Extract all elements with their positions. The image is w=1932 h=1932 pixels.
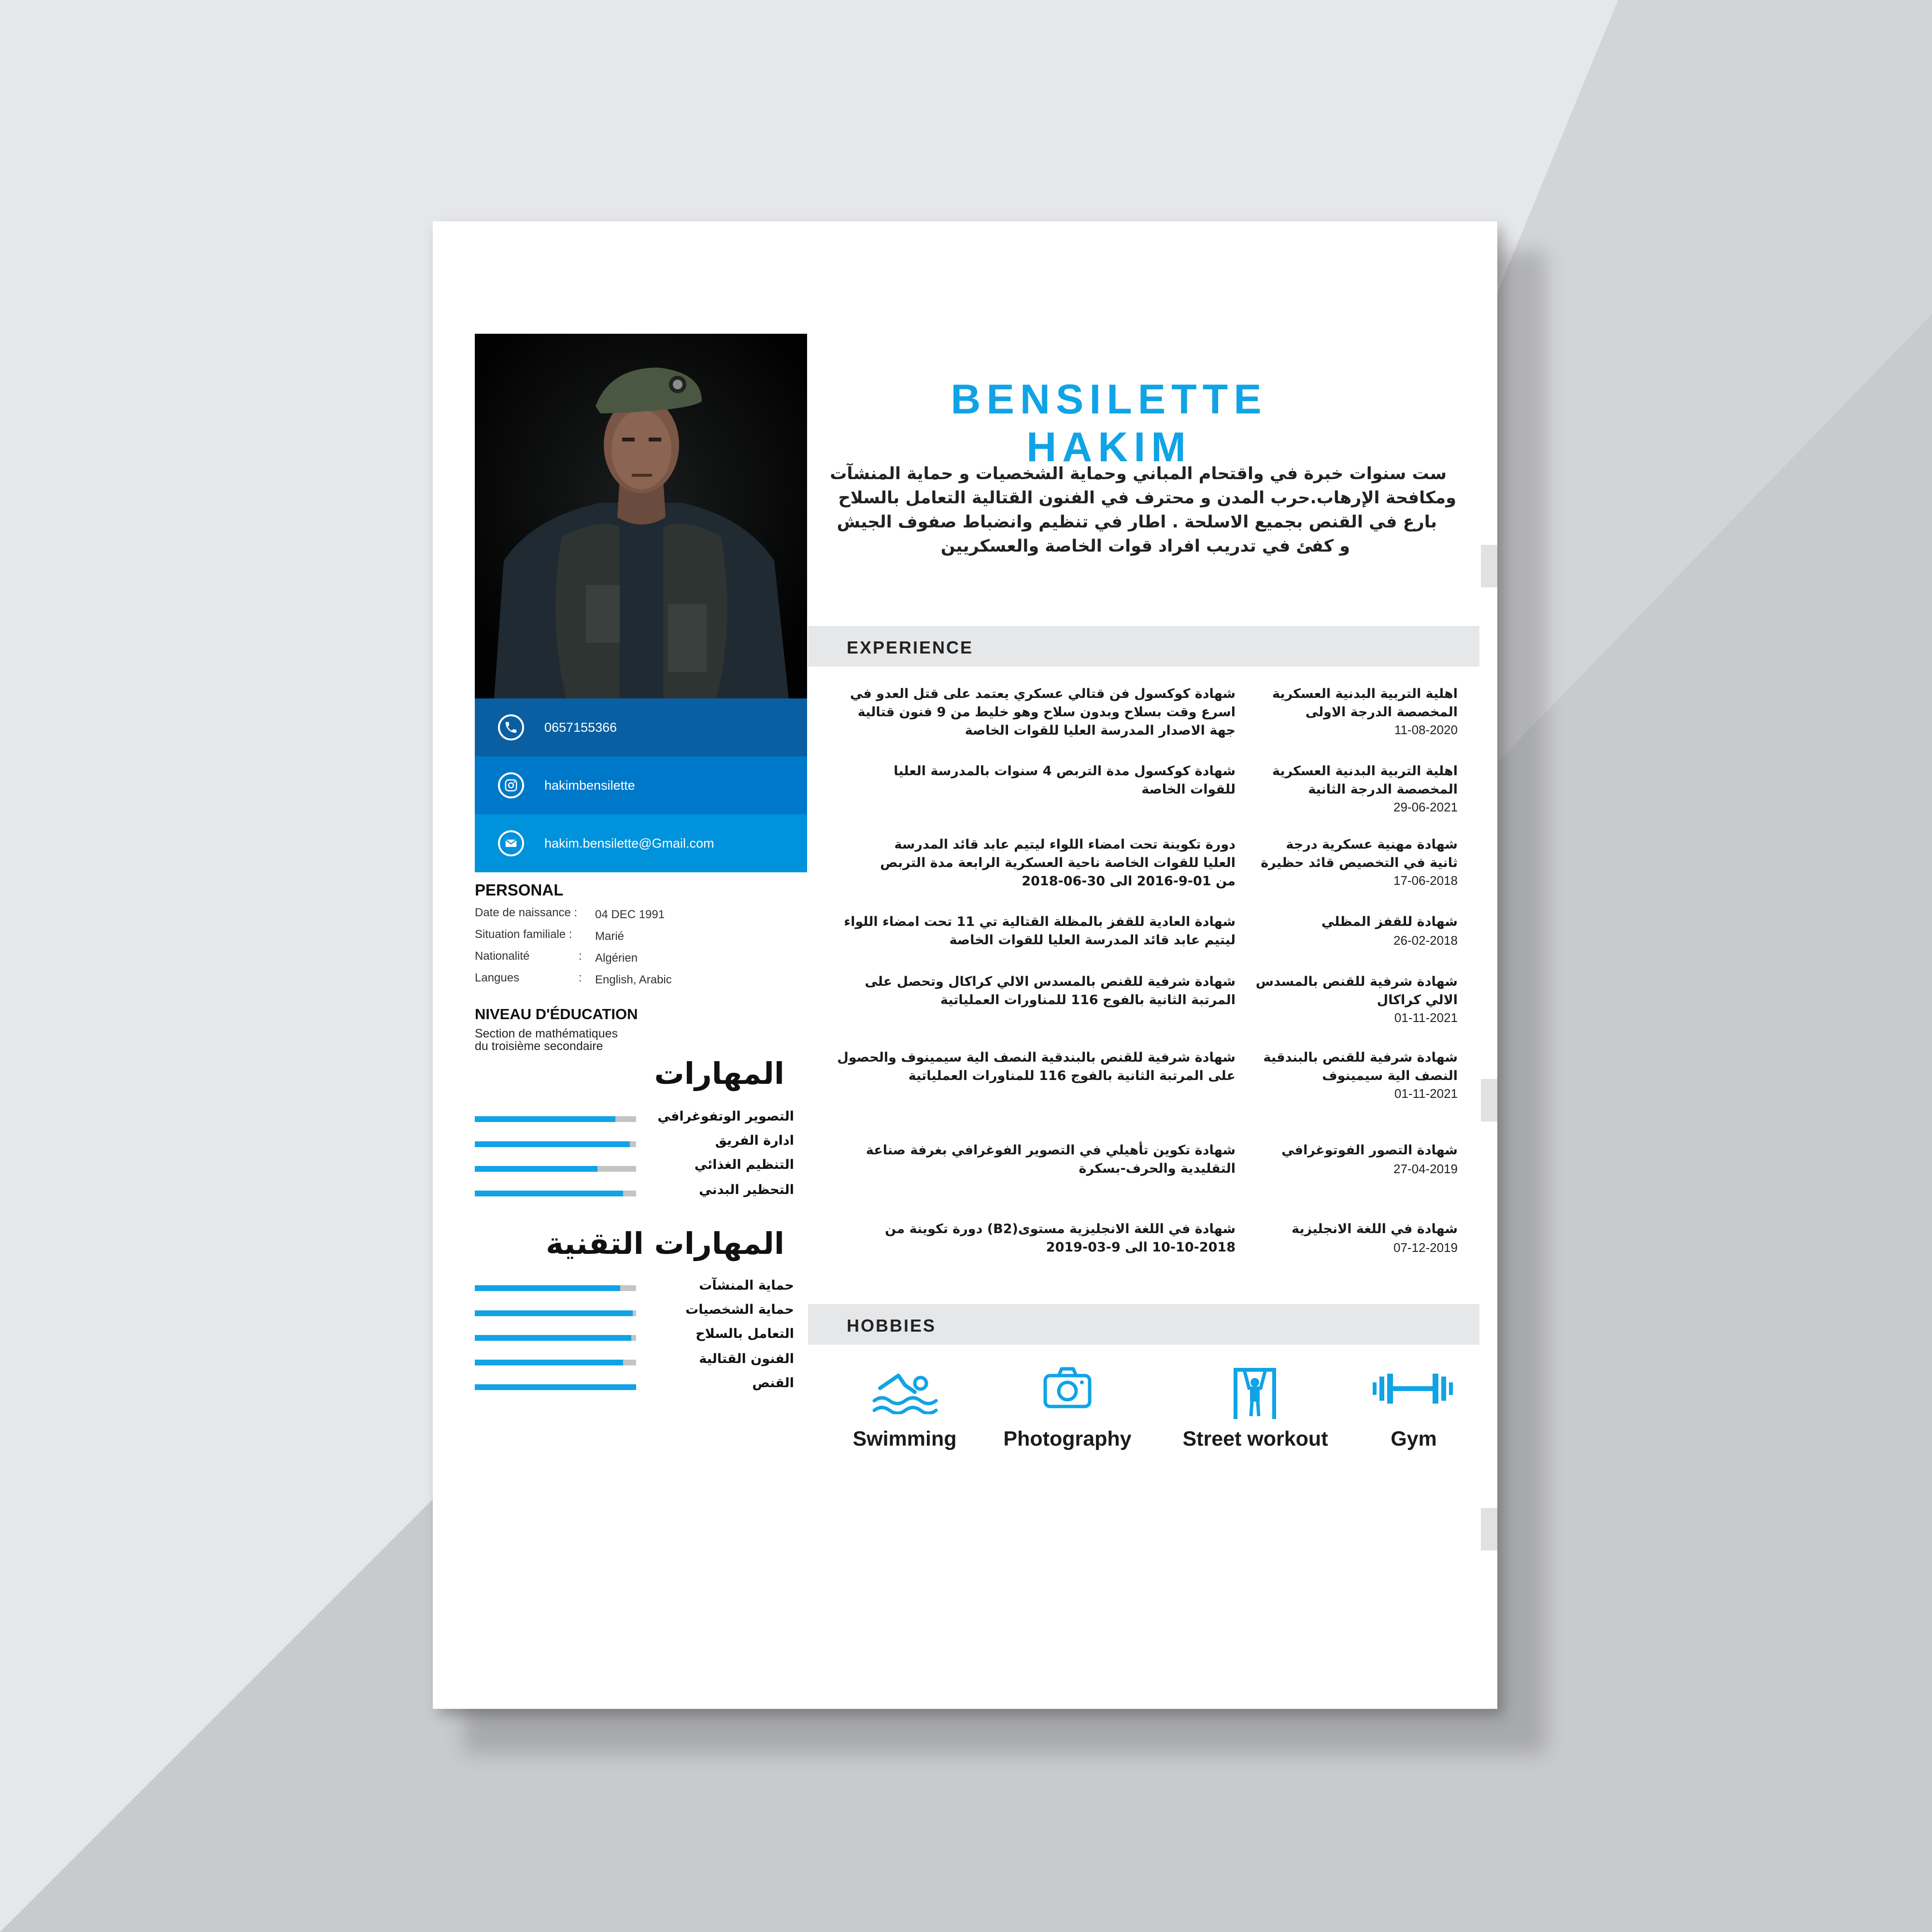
tech-skill-bar bbox=[475, 1384, 636, 1390]
tech-skill-label: حماية المنشآت bbox=[699, 1278, 794, 1293]
hobby-label: Gym bbox=[1391, 1427, 1437, 1450]
experience-date: 01-11-2021 bbox=[1394, 1086, 1458, 1101]
summary-line: ست سنوات خبرة في واقتحام المباني وحماية الشخصيات و حماية المنشآت bbox=[830, 464, 1447, 483]
experience-date: 29-06-2021 bbox=[1393, 800, 1458, 814]
experience-title: شهادة شرفية للقنص بالمسدس bbox=[1255, 974, 1458, 989]
hobby-label: Photography bbox=[1003, 1427, 1132, 1450]
instagram-handle[interactable]: hakimbensilette bbox=[544, 778, 635, 793]
personal-value: English, Arabic bbox=[595, 973, 672, 986]
skill-label: ادارة الفريق bbox=[715, 1133, 794, 1148]
description-line: اسرع وقت بسلاح وبدون سلاح وهو خليط من 9 فنون قتالية bbox=[857, 705, 1236, 720]
experience-title: اهلية التربية البدنية العسكرية bbox=[1272, 764, 1458, 779]
experience-item bbox=[1245, 685, 1458, 738]
skill-bar bbox=[475, 1166, 636, 1172]
description-line: 10-10-2018 الى 9-03-2019 bbox=[1046, 1240, 1236, 1255]
skill-bar-fill bbox=[475, 1116, 615, 1122]
profile-photo bbox=[475, 334, 807, 698]
edge-tab bbox=[1481, 1079, 1497, 1122]
experience-section-bar bbox=[808, 626, 1479, 667]
personal-label: Date de naissance : bbox=[475, 906, 578, 919]
description-line: شهادة شرفية للقنص بالمسدس الالي كراكال وتحصل على bbox=[865, 974, 1236, 989]
experience-item bbox=[1245, 762, 1458, 815]
experience-title: ثانية في التخصيص قائد حظيرة bbox=[1261, 855, 1458, 870]
experience-title: الالي كراكال bbox=[1377, 993, 1458, 1008]
tech-skills-heading: المهارات التقنية bbox=[546, 1226, 784, 1261]
experience-date: 01-11-2021 bbox=[1394, 1010, 1458, 1025]
email-address[interactable]: hakim.bensilette@Gmail.com bbox=[544, 836, 714, 851]
description-line: شهادة كوكسول فن قتالي عسكري يعتمد على قتل العدو في bbox=[850, 686, 1236, 701]
tech-skill-bar bbox=[475, 1360, 636, 1365]
skill-bar-fill bbox=[475, 1191, 623, 1196]
tech-skill-bar-fill bbox=[475, 1335, 631, 1341]
description-line: شهادة تكوين تأهيلي في التصوير الفوغرافي بغرفة صناعة bbox=[866, 1143, 1236, 1158]
experience-date: 07-12-2019 bbox=[1393, 1240, 1458, 1255]
hobbies-heading: HOBBIES bbox=[847, 1316, 937, 1335]
experience-title: النصف الية سيمينوف bbox=[1322, 1068, 1458, 1083]
experience-description bbox=[830, 1141, 1236, 1178]
skill-label: التحظير البدني bbox=[699, 1182, 794, 1197]
description-line: شهادة في اللغة الانجليزية مستوى(B2) دورة تكوينة من bbox=[885, 1222, 1236, 1236]
experience-description bbox=[830, 685, 1236, 740]
summary-line: و كفئ في تدريب افراد قوات الخاصة والعسكريين bbox=[940, 537, 1350, 556]
hobby-label: Street workout bbox=[1182, 1427, 1328, 1450]
hobby-label: Swimming bbox=[852, 1427, 957, 1450]
resume-sheet bbox=[433, 221, 1497, 1709]
experience-title: شهادة للقفز المظلي bbox=[1321, 914, 1458, 929]
description-line: للقوات الخاصة bbox=[1141, 782, 1236, 797]
edge-tab bbox=[1481, 545, 1497, 587]
summary bbox=[804, 462, 1456, 558]
description-line: شهادة شرفية للقنص بالبندقية النصف الية سيمينوف والحصول bbox=[837, 1050, 1236, 1065]
experience-description bbox=[810, 1049, 1236, 1085]
phone-icon bbox=[498, 714, 524, 740]
experience-title: المخصصة الدرجة الثانية bbox=[1308, 782, 1458, 797]
experience-description bbox=[830, 762, 1236, 799]
education-heading: NIVEAU D'ÉDUCATION bbox=[475, 1006, 638, 1023]
experience-item bbox=[1245, 1220, 1458, 1256]
experience-description bbox=[830, 1220, 1236, 1257]
tech-skill-label: التعامل بالسلاح bbox=[696, 1326, 794, 1341]
education-line: du troisième secondaire bbox=[475, 1039, 603, 1053]
phone-number[interactable]: 0657155366 bbox=[544, 720, 617, 735]
experience-item bbox=[1245, 836, 1458, 889]
experience-title: اهلية التربية البدنية العسكرية bbox=[1272, 686, 1458, 701]
contact-email-row bbox=[475, 814, 807, 872]
tech-skill-bar bbox=[475, 1310, 636, 1316]
experience-title: شهادة شرفية للقنص بالبندقية bbox=[1263, 1050, 1458, 1065]
personal-value: Algérien bbox=[595, 952, 638, 965]
camera-icon bbox=[1042, 1366, 1093, 1409]
summary-line: بارع في القنص بجميع الاسلحة . اطار في تنظيم وانضباط صفوف الجيش bbox=[837, 512, 1437, 532]
description-line: التقليدية والحرف-بسكرة bbox=[1079, 1161, 1236, 1176]
instagram-icon bbox=[498, 772, 524, 798]
mail-icon bbox=[498, 830, 524, 856]
tech-skill-bar-fill bbox=[475, 1360, 623, 1365]
description-line: على المرتبة الثانية بالفوج 116 للمناورات العملياتية bbox=[908, 1068, 1236, 1083]
dumbbell-icon bbox=[1372, 1372, 1454, 1406]
tech-skill-bar-fill bbox=[475, 1384, 636, 1390]
skill-bar bbox=[475, 1116, 636, 1122]
personal-value: Marié bbox=[595, 930, 625, 943]
personal-heading: PERSONAL bbox=[475, 881, 564, 899]
education-line: Section de mathématiques bbox=[475, 1027, 618, 1040]
description-line: شهادة كوكسول مدة التربص 4 سنوات بالمدرسة العليا bbox=[894, 764, 1236, 779]
description-line: العليا للقوات الخاصة ناحية العسكرية الرابعة مدة التربص bbox=[880, 855, 1236, 870]
description-line: دورة تكوينة تحت امضاء اللواء ليتيم عابد قائد المدرسة bbox=[894, 837, 1236, 852]
experience-item bbox=[1245, 1049, 1458, 1102]
tech-skill-label: القنص bbox=[752, 1376, 794, 1391]
tech-skill-bar bbox=[475, 1335, 636, 1341]
experience-date: 11-08-2020 bbox=[1394, 723, 1458, 737]
personal-label: Nationalité bbox=[475, 950, 530, 963]
skill-label: التنظيم الغذائي bbox=[694, 1157, 794, 1172]
experience-date: 26-02-2018 bbox=[1393, 933, 1458, 948]
tech-skill-label: حماية الشخصيات bbox=[685, 1302, 794, 1317]
personal-value: 04 DEC 1991 bbox=[595, 908, 665, 921]
experience-item bbox=[1245, 913, 1458, 949]
tech-skill-bar-fill bbox=[475, 1310, 633, 1316]
contact-phone-row bbox=[475, 698, 807, 756]
swimming-icon bbox=[871, 1366, 939, 1414]
summary-line: ومكافحة الإرهاب.حرب المدن و محترف في الفنون القتالية التعامل بالسلاح bbox=[838, 488, 1456, 508]
tech-skill-bar-fill bbox=[475, 1285, 620, 1291]
experience-description bbox=[830, 836, 1236, 891]
description-line: من 01-9-2016 الى 30-06-2018 bbox=[1022, 874, 1236, 889]
personal-sep: : bbox=[579, 971, 582, 984]
full-name: BENSILETTE HAKIM bbox=[951, 376, 1267, 470]
description-line: ليتيم عابد قائد المدرسة العليا للقوات الخاصة bbox=[949, 933, 1236, 948]
experience-date: 27-04-2019 bbox=[1393, 1162, 1458, 1176]
personal-label: Langues bbox=[475, 971, 520, 984]
street-workout-icon bbox=[1230, 1366, 1280, 1419]
tech-skill-label: الفنون القتالية bbox=[699, 1351, 794, 1366]
description-line: شهادة العادية للقفز بالمظلة القتالية تي 11 تحت امضاء اللواء bbox=[844, 914, 1236, 929]
experience-title: شهادة مهنية عسكرية درجة bbox=[1286, 837, 1458, 852]
experience-description bbox=[830, 913, 1236, 950]
experience-item bbox=[1245, 1141, 1458, 1177]
description-line: المرتبة الثانية بالفوج 116 للمناورات العملياتية bbox=[940, 993, 1236, 1008]
hobbies-section-bar bbox=[808, 1304, 1479, 1345]
experience-description bbox=[830, 973, 1236, 1009]
experience-title: شهادة في اللغة الانجليزية bbox=[1292, 1222, 1458, 1236]
experience-title: شهادة التصور الفوتوغرافي bbox=[1281, 1143, 1458, 1158]
experience-item bbox=[1245, 973, 1458, 1026]
contact-instagram-row bbox=[475, 756, 807, 814]
description-line: جهة الاصدار المدرسة العليا للقوات الخاصة bbox=[965, 723, 1236, 738]
edge-tab bbox=[1481, 1508, 1497, 1550]
experience-date: 17-06-2018 bbox=[1393, 873, 1458, 888]
personal-sep: : bbox=[579, 950, 582, 963]
skill-bar-fill bbox=[475, 1166, 597, 1172]
skill-label: التصوير الوتفوغرافي bbox=[657, 1109, 794, 1124]
experience-heading: EXPERIENCE bbox=[847, 638, 974, 657]
skill-bar bbox=[475, 1191, 636, 1196]
skill-bar bbox=[475, 1141, 636, 1147]
personal-label: Situation familiale : bbox=[475, 928, 572, 941]
experience-title: المخصصة الدرجة الاولى bbox=[1305, 705, 1458, 720]
tech-skill-bar bbox=[475, 1285, 636, 1291]
skills-heading: المهارات bbox=[654, 1056, 784, 1091]
skill-bar-fill bbox=[475, 1141, 630, 1147]
